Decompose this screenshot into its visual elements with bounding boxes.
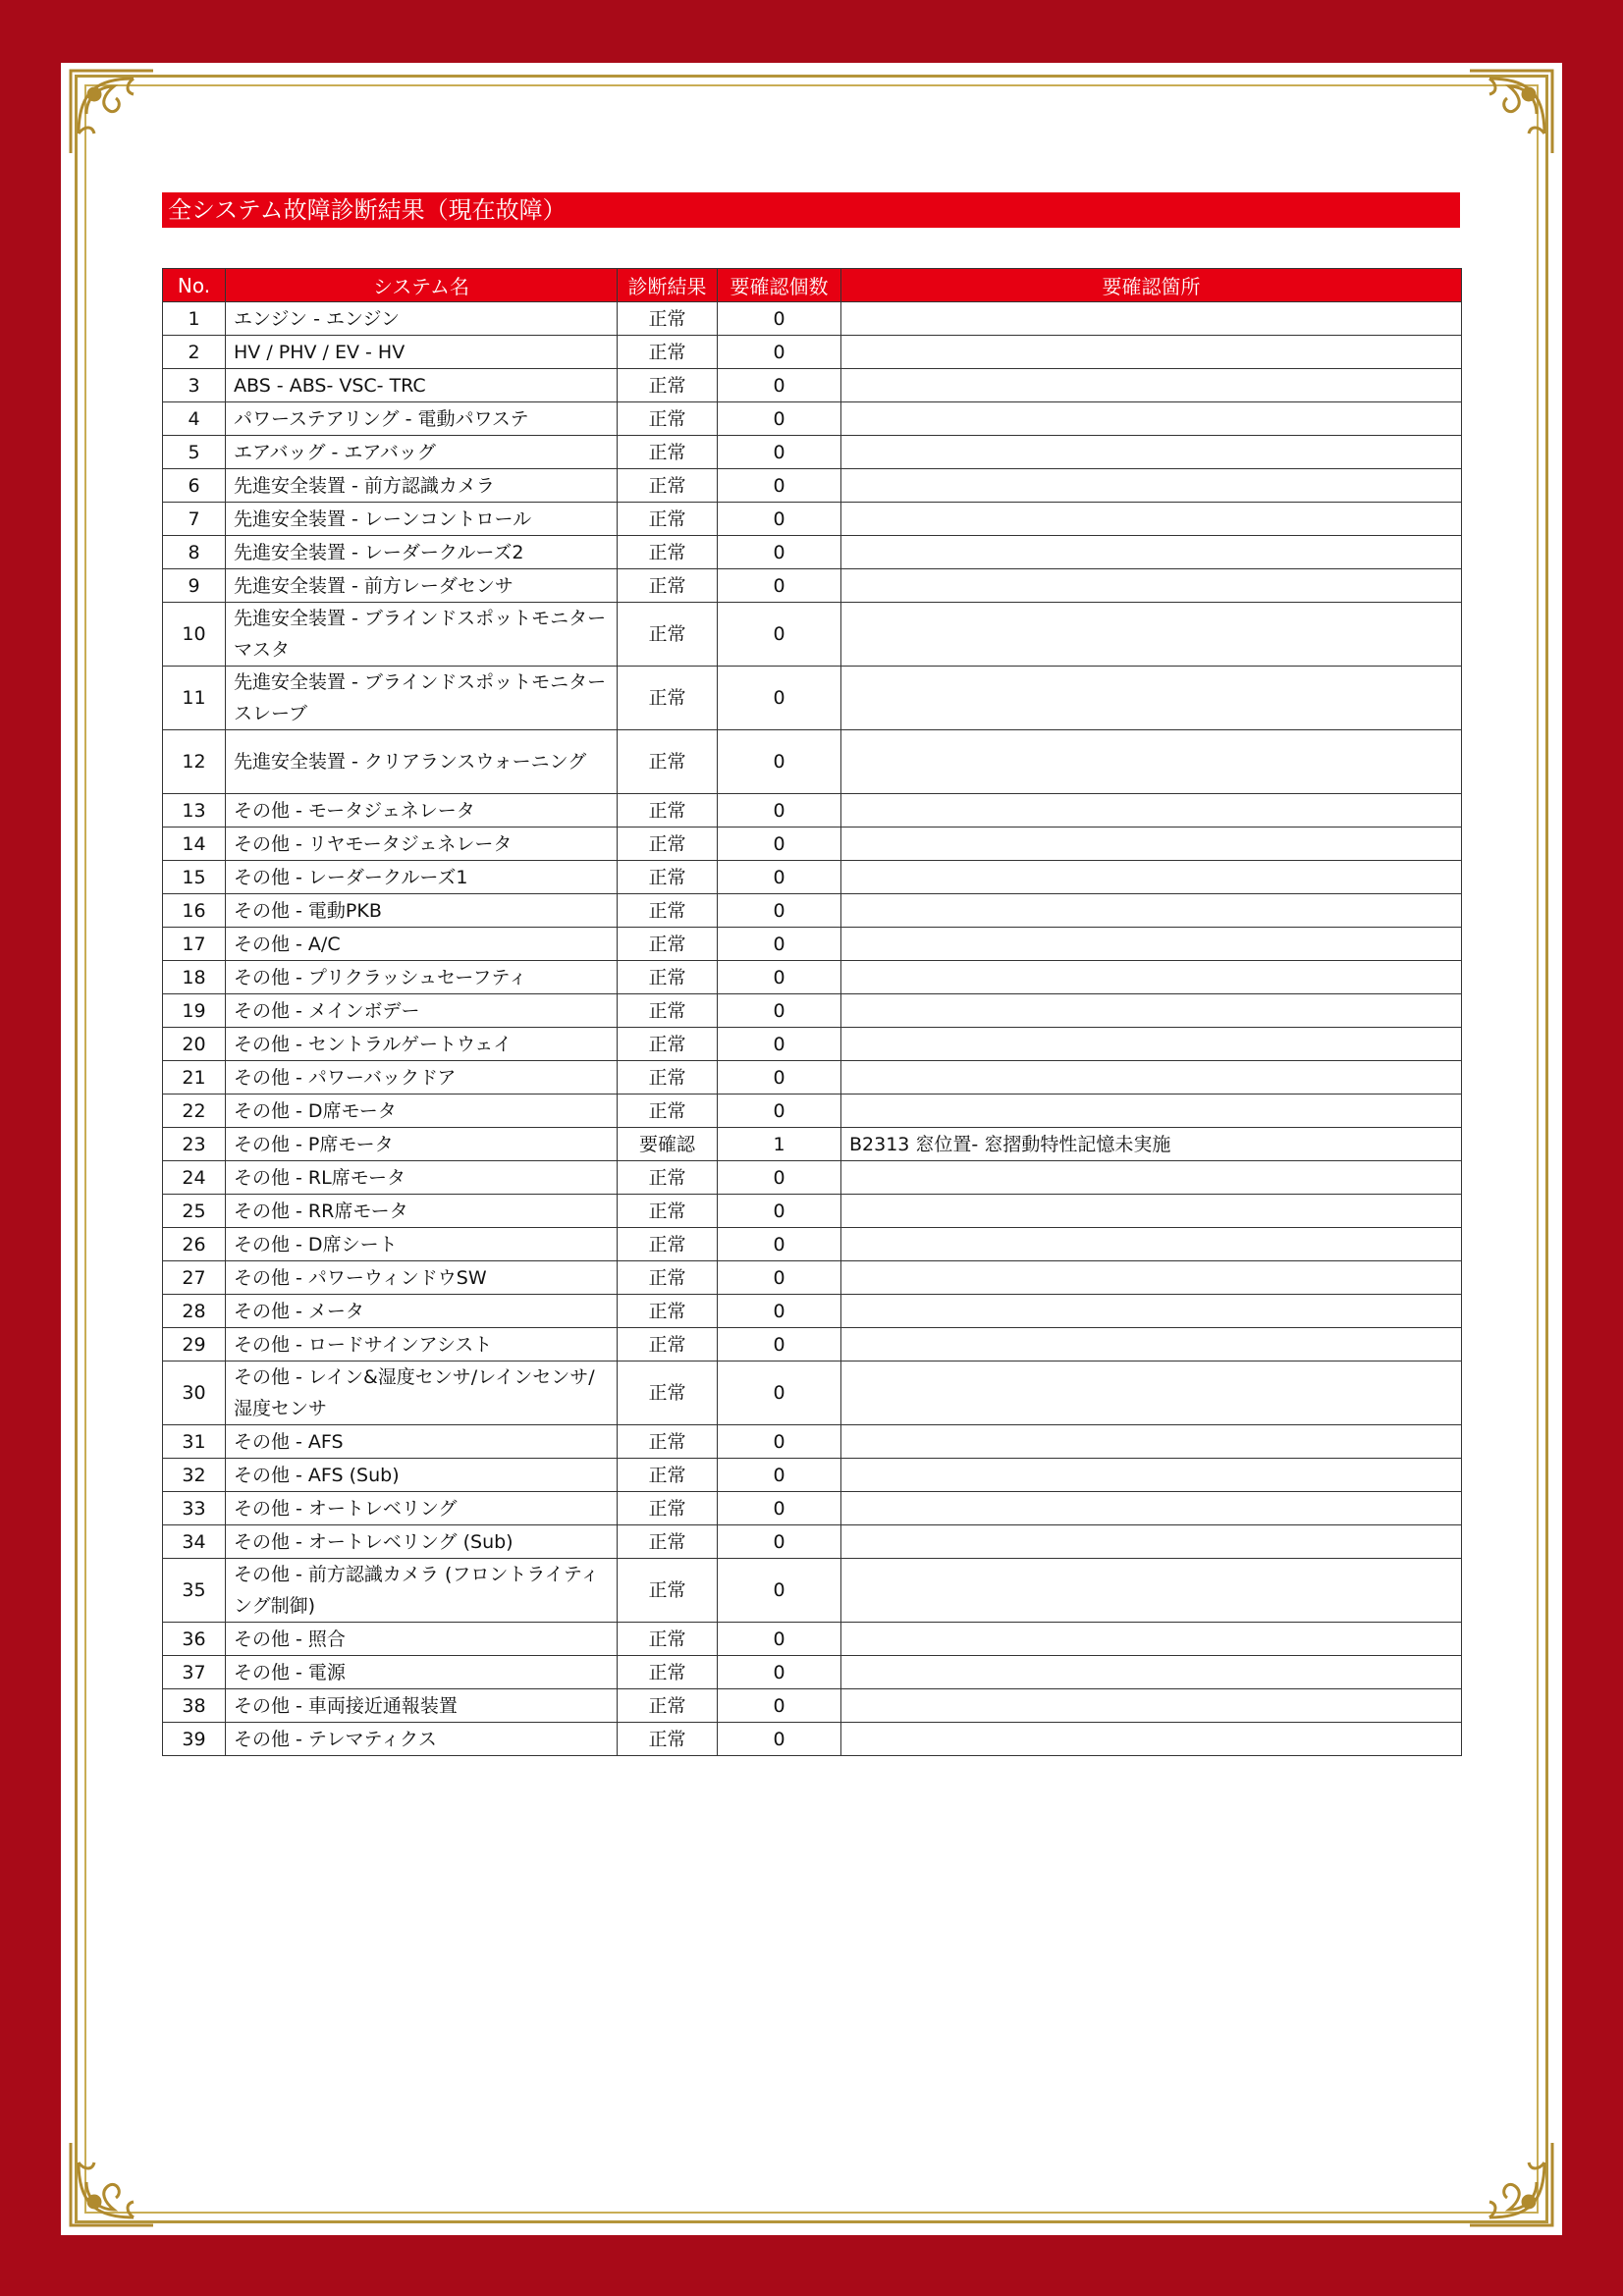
check-count: 0 [718,1525,841,1559]
check-count: 0 [718,994,841,1028]
diagnosis-result: 正常 [618,402,718,436]
table-header-row [163,269,1462,302]
row-number: 33 [163,1492,226,1525]
row-number: 9 [163,569,226,603]
diagnosis-result: 正常 [618,536,718,569]
check-count: 0 [718,861,841,894]
row-number: 31 [163,1425,226,1459]
row-number: 6 [163,469,226,503]
column-header-count: 要確認個数 [718,269,841,302]
system-name: その他 - D席シート [226,1228,618,1261]
check-count: 0 [718,503,841,536]
table-row [163,1559,1462,1623]
table-row [163,1261,1462,1295]
table-row [163,961,1462,994]
row-number: 28 [163,1295,226,1328]
check-location [841,536,1462,569]
check-location [841,302,1462,336]
check-count: 0 [718,1459,841,1492]
check-location [841,1492,1462,1525]
check-count: 0 [718,469,841,503]
diagnosis-result: 正常 [618,861,718,894]
row-number: 7 [163,503,226,536]
check-location [841,402,1462,436]
check-count: 0 [718,603,841,667]
table-row [163,928,1462,961]
system-name: 先進安全装置 - ブラインドスポットモニター スレーブ [226,667,618,730]
row-number: 11 [163,667,226,730]
diagnosis-result: 正常 [618,1459,718,1492]
check-location [841,828,1462,861]
system-name: その他 - レーダークルーズ1 [226,861,618,894]
row-number: 25 [163,1195,226,1228]
system-name: ABS - ABS- VSC- TRC [226,369,618,402]
check-count: 0 [718,1689,841,1723]
table-row [163,1492,1462,1525]
system-name: 先進安全装置 - レーダークルーズ2 [226,536,618,569]
system-name: その他 - メインボデー [226,994,618,1028]
diagnosis-result: 正常 [618,667,718,730]
system-name: その他 - レイン&湿度センサ/レインセンサ/湿度センサ [226,1362,618,1425]
diagnosis-result: 正常 [618,603,718,667]
column-header-location: 要確認箇所 [841,269,1462,302]
check-location [841,1328,1462,1362]
system-name: その他 - オートレベリング (Sub) [226,1525,618,1559]
corner-ornament-icon [1464,65,1558,159]
check-location [841,1459,1462,1492]
diagnosis-result: 正常 [618,569,718,603]
diagnosis-result: 正常 [618,1559,718,1623]
row-number: 30 [163,1362,226,1425]
system-name: パワーステアリング - 電動パワステ [226,402,618,436]
table-row [163,1656,1462,1689]
check-location [841,928,1462,961]
check-count: 0 [718,369,841,402]
row-number: 4 [163,402,226,436]
check-location [841,1723,1462,1756]
diagnosis-result: 正常 [618,1228,718,1261]
table-row [163,1295,1462,1328]
table-row [163,1723,1462,1756]
check-location [841,730,1462,794]
row-number: 23 [163,1128,226,1161]
check-location [841,1362,1462,1425]
table-row [163,336,1462,369]
system-name: その他 - AFS (Sub) [226,1459,618,1492]
system-name: その他 - 車両接近通報装置 [226,1689,618,1723]
row-number: 18 [163,961,226,994]
diagnosis-result: 正常 [618,1161,718,1195]
check-location [841,1161,1462,1195]
check-count: 0 [718,536,841,569]
system-name: その他 - P席モータ [226,1128,618,1161]
system-name: その他 - 照合 [226,1623,618,1656]
diagnosis-result: 正常 [618,961,718,994]
check-count: 0 [718,730,841,794]
system-name: 先進安全装置 - 前方認識カメラ [226,469,618,503]
check-count: 0 [718,402,841,436]
row-number: 29 [163,1328,226,1362]
system-name: その他 - プリクラッシュセーフティ [226,961,618,994]
table-row [163,894,1462,928]
diagnosis-result: 正常 [618,928,718,961]
check-location [841,794,1462,828]
system-name: その他 - セントラルゲートウェイ [226,1028,618,1061]
table-row [163,994,1462,1028]
system-name: その他 - 電源 [226,1656,618,1689]
diagnosis-result: 要確認 [618,1128,718,1161]
check-location [841,1195,1462,1228]
check-count: 0 [718,302,841,336]
system-name: HV / PHV / EV - HV [226,336,618,369]
diagnosis-result: 正常 [618,1723,718,1756]
system-name: その他 - RR席モータ [226,1195,618,1228]
system-name: その他 - 電動PKB [226,894,618,928]
check-location [841,1623,1462,1656]
row-number: 8 [163,536,226,569]
system-name: その他 - リヤモータジェネレータ [226,828,618,861]
check-location [841,1061,1462,1095]
table-row [163,436,1462,469]
check-location [841,894,1462,928]
check-count: 0 [718,1195,841,1228]
check-location [841,1095,1462,1128]
check-location [841,1028,1462,1061]
check-count: 1 [718,1128,841,1161]
diagnosis-result: 正常 [618,1095,718,1128]
check-count: 0 [718,928,841,961]
diagnosis-result: 正常 [618,369,718,402]
diagnosis-result: 正常 [618,794,718,828]
table-row [163,503,1462,536]
table-row [163,1362,1462,1425]
check-count: 0 [718,436,841,469]
check-location [841,469,1462,503]
check-count: 0 [718,1362,841,1425]
diagnosis-result: 正常 [618,302,718,336]
row-number: 5 [163,436,226,469]
row-number: 1 [163,302,226,336]
check-count: 0 [718,1656,841,1689]
diagnosis-result: 正常 [618,894,718,928]
column-header-no: No. [163,269,226,302]
system-name: 先進安全装置 - クリアランスウォーニング [226,730,618,794]
check-count: 0 [718,961,841,994]
check-count: 0 [718,1425,841,1459]
system-name: エアバッグ - エアバッグ [226,436,618,469]
diagnosis-result: 正常 [618,436,718,469]
table-row [163,861,1462,894]
corner-ornament-icon [65,65,159,159]
diagnosis-result: 正常 [618,503,718,536]
system-name: その他 - メータ [226,1295,618,1328]
row-number: 35 [163,1559,226,1623]
row-number: 27 [163,1261,226,1295]
table-row [163,1061,1462,1095]
system-name: その他 - オートレベリング [226,1492,618,1525]
check-count: 0 [718,1228,841,1261]
table-row [163,1328,1462,1362]
check-location [841,603,1462,667]
check-count: 0 [718,1261,841,1295]
check-count: 0 [718,1328,841,1362]
check-count: 0 [718,1723,841,1756]
diagnosis-result: 正常 [618,1195,718,1228]
table-row [163,1195,1462,1228]
check-location [841,994,1462,1028]
table-row [163,1028,1462,1061]
check-location [841,1228,1462,1261]
check-count: 0 [718,1061,841,1095]
row-number: 26 [163,1228,226,1261]
system-name: その他 - A/C [226,928,618,961]
check-count: 0 [718,1028,841,1061]
check-count: 0 [718,569,841,603]
diagnosis-result: 正常 [618,1028,718,1061]
row-number: 17 [163,928,226,961]
row-number: 13 [163,794,226,828]
check-count: 0 [718,828,841,861]
table-row [163,369,1462,402]
row-number: 37 [163,1656,226,1689]
table-row [163,469,1462,503]
check-location [841,336,1462,369]
diagnosis-result: 正常 [618,1525,718,1559]
column-header-system-name: システム名 [226,269,618,302]
check-location [841,1559,1462,1623]
diagnosis-result: 正常 [618,1261,718,1295]
column-header-result: 診断結果 [618,269,718,302]
check-count: 0 [718,1161,841,1195]
system-name: エンジン - エンジン [226,302,618,336]
diagnosis-result: 正常 [618,1425,718,1459]
check-count: 0 [718,1095,841,1128]
check-count: 0 [718,1559,841,1623]
check-location [841,1689,1462,1723]
row-number: 16 [163,894,226,928]
table-row [163,1128,1462,1161]
table-row [163,1525,1462,1559]
system-name: その他 - AFS [226,1425,618,1459]
diagnosis-result: 正常 [618,828,718,861]
table-row [163,1425,1462,1459]
diagnosis-result: 正常 [618,1623,718,1656]
system-name: 先進安全装置 - 前方レーダセンサ [226,569,618,603]
diagnosis-result: 正常 [618,1689,718,1723]
row-number: 34 [163,1525,226,1559]
table-row [163,1095,1462,1128]
row-number: 24 [163,1161,226,1195]
row-number: 12 [163,730,226,794]
diagnosis-result: 正常 [618,469,718,503]
system-name: その他 - ロードサインアシスト [226,1328,618,1362]
check-count: 0 [718,336,841,369]
check-location [841,1295,1462,1328]
diagnosis-result: 正常 [618,1061,718,1095]
row-number: 2 [163,336,226,369]
diagnosis-result: 正常 [618,1656,718,1689]
report-title: 全システム故障診断結果（現在故障） [162,192,1460,228]
row-number: 15 [163,861,226,894]
check-location [841,569,1462,603]
corner-ornament-icon [1464,2137,1558,2231]
table-row [163,402,1462,436]
system-name: その他 - パワーバックドア [226,1061,618,1095]
corner-ornament-icon [65,2137,159,2231]
table-row [163,794,1462,828]
check-location [841,667,1462,730]
table-row [163,603,1462,667]
diagnosis-table [162,268,1462,1756]
row-number: 19 [163,994,226,1028]
table-row [163,536,1462,569]
row-number: 39 [163,1723,226,1756]
table-row [163,667,1462,730]
row-number: 21 [163,1061,226,1095]
check-count: 0 [718,894,841,928]
check-count: 0 [718,1295,841,1328]
check-count: 0 [718,1492,841,1525]
row-number: 22 [163,1095,226,1128]
row-number: 20 [163,1028,226,1061]
diagnosis-result: 正常 [618,1362,718,1425]
check-location [841,369,1462,402]
check-location [841,1261,1462,1295]
system-name: その他 - モータジェネレータ [226,794,618,828]
system-name: その他 - D席モータ [226,1095,618,1128]
system-name: その他 - パワーウィンドウSW [226,1261,618,1295]
row-number: 10 [163,603,226,667]
row-number: 14 [163,828,226,861]
diagnosis-result: 正常 [618,336,718,369]
table-body [163,302,1462,1756]
system-name: その他 - 前方認識カメラ (フロントライティング制御) [226,1559,618,1623]
table-row [163,730,1462,794]
table-row [163,1161,1462,1195]
check-location: B2313 窓位置- 窓摺動特性記憶未実施 [841,1128,1462,1161]
row-number: 38 [163,1689,226,1723]
system-name: 先進安全装置 - ブラインドスポットモニター マスタ [226,603,618,667]
check-location [841,961,1462,994]
row-number: 32 [163,1459,226,1492]
check-location [841,1656,1462,1689]
row-number: 3 [163,369,226,402]
system-name: 先進安全装置 - レーンコントロール [226,503,618,536]
table-row [163,569,1462,603]
diagnosis-result: 正常 [618,994,718,1028]
table-row [163,1689,1462,1723]
check-location [841,861,1462,894]
diagnosis-result: 正常 [618,1492,718,1525]
table-row [163,302,1462,336]
check-count: 0 [718,794,841,828]
check-count: 0 [718,1623,841,1656]
check-count: 0 [718,667,841,730]
table-row [163,1623,1462,1656]
table-row [163,1459,1462,1492]
table-row [163,828,1462,861]
diagnosis-result: 正常 [618,1295,718,1328]
system-name: その他 - RL席モータ [226,1161,618,1195]
check-location [841,503,1462,536]
check-location [841,1525,1462,1559]
system-name: その他 - テレマティクス [226,1723,618,1756]
check-location [841,1425,1462,1459]
row-number: 36 [163,1623,226,1656]
check-location [841,436,1462,469]
diagnosis-result: 正常 [618,730,718,794]
table-row [163,1228,1462,1261]
diagnosis-result: 正常 [618,1328,718,1362]
